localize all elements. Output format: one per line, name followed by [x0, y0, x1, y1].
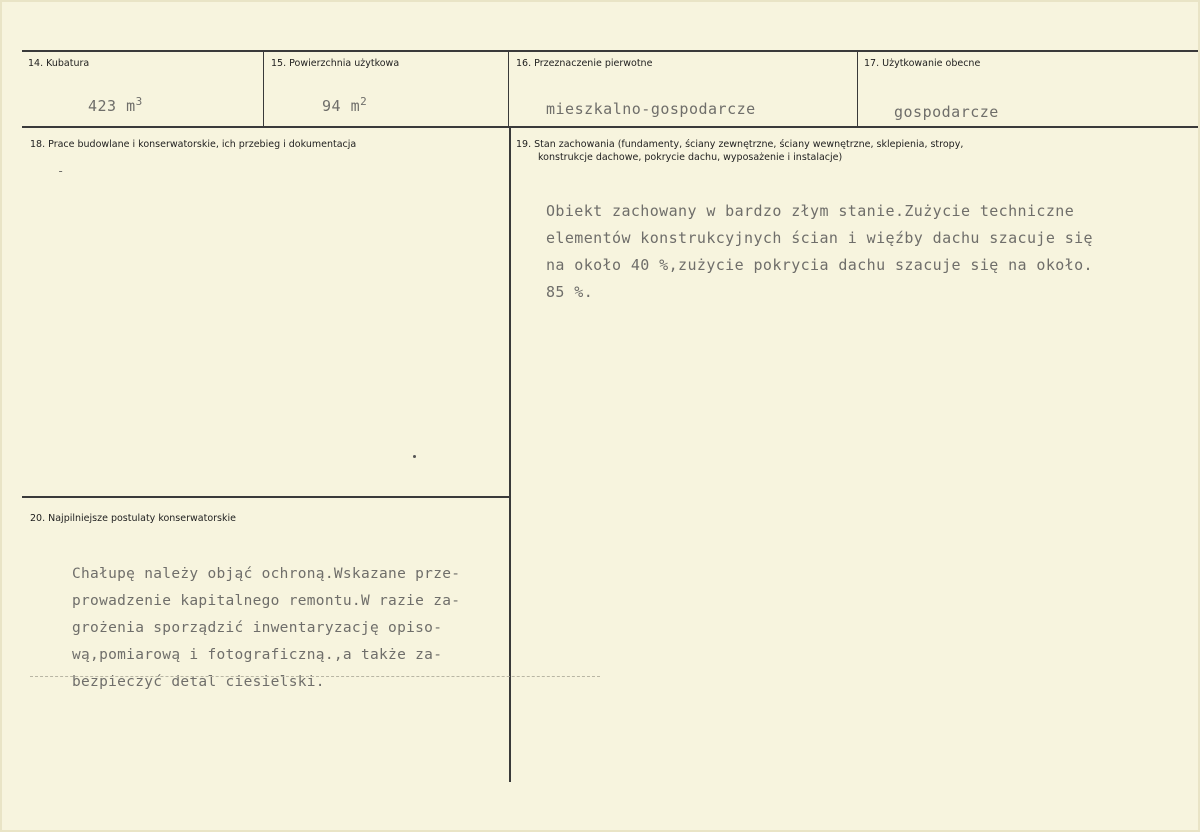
col-divider-16-17 — [857, 51, 858, 127]
field-20-label: 20. Najpilniejsze postulaty konserwatorskie — [30, 513, 236, 524]
field-15-label: 15. Powierzchnia użytkowa — [271, 58, 400, 69]
col-divider-14-15 — [263, 51, 264, 127]
field-17-value: gospodarcze — [894, 103, 999, 121]
section-divider-18-20 — [22, 496, 510, 498]
field-20-line: wą,pomiarową i fotograficzną.,a także za- — [72, 647, 443, 663]
field-18-value: - — [57, 164, 65, 178]
row-divider — [22, 126, 1198, 128]
field-15-number: 94 m — [322, 97, 361, 115]
field-19-line: 85 %. — [546, 283, 594, 301]
field-14-number: 423 m — [88, 97, 136, 115]
field-20-line: bezpieczyć detal ciesielski. — [72, 674, 325, 690]
ink-dot — [413, 455, 416, 458]
field-19-line: na około 40 %,zużycie pokrycia dachu szacuje się na około. — [546, 256, 1093, 274]
field-20-line: grożenia sporządzić inwentaryzację opiso- — [72, 620, 443, 636]
field-16-label: 16. Przeznaczenie pierwotne — [516, 58, 653, 69]
field-19-line: Obiekt zachowany w bardzo złym stanie.Zużycie techniczne — [546, 202, 1075, 220]
col-divider-15-16 — [508, 51, 509, 127]
col-divider-main — [509, 127, 511, 782]
field-16-value: mieszkalno-gospodarcze — [546, 100, 756, 118]
field-19-line: elementów konstrukcyjnych ścian i więźby dachu szacuje się — [546, 229, 1093, 247]
field-14-exponent: 3 — [135, 95, 143, 108]
field-19-text — [546, 198, 1093, 306]
field-14-value — [88, 95, 143, 115]
field-14-label: 14. Kubatura — [28, 58, 90, 69]
field-17-label: 17. Użytkowanie obecne — [864, 58, 981, 69]
field-15-exponent: 2 — [360, 95, 368, 108]
field-18-label: 18. Prace budowlane i konserwatorskie, ich przebieg i dokumentacja — [30, 139, 357, 150]
field-20-line: prowadzenie kapitalnego remontu.W razie za- — [72, 593, 461, 609]
field-15-value — [322, 95, 367, 115]
guide-line — [30, 676, 600, 677]
field-19-label-line1: 19. Stan zachowania (fundamenty, ściany zewnętrzne, ściany wewnętrzne, sklepienia, stropy, — [516, 139, 964, 150]
field-20-line: Chałupę należy objąć ochroną.Wskazane prze- — [72, 566, 461, 582]
field-19-label-line2: konstrukcje dachowe, pokrycie dachu, wyposażenie i instalacje) — [538, 152, 843, 163]
top-rule — [22, 50, 1198, 52]
